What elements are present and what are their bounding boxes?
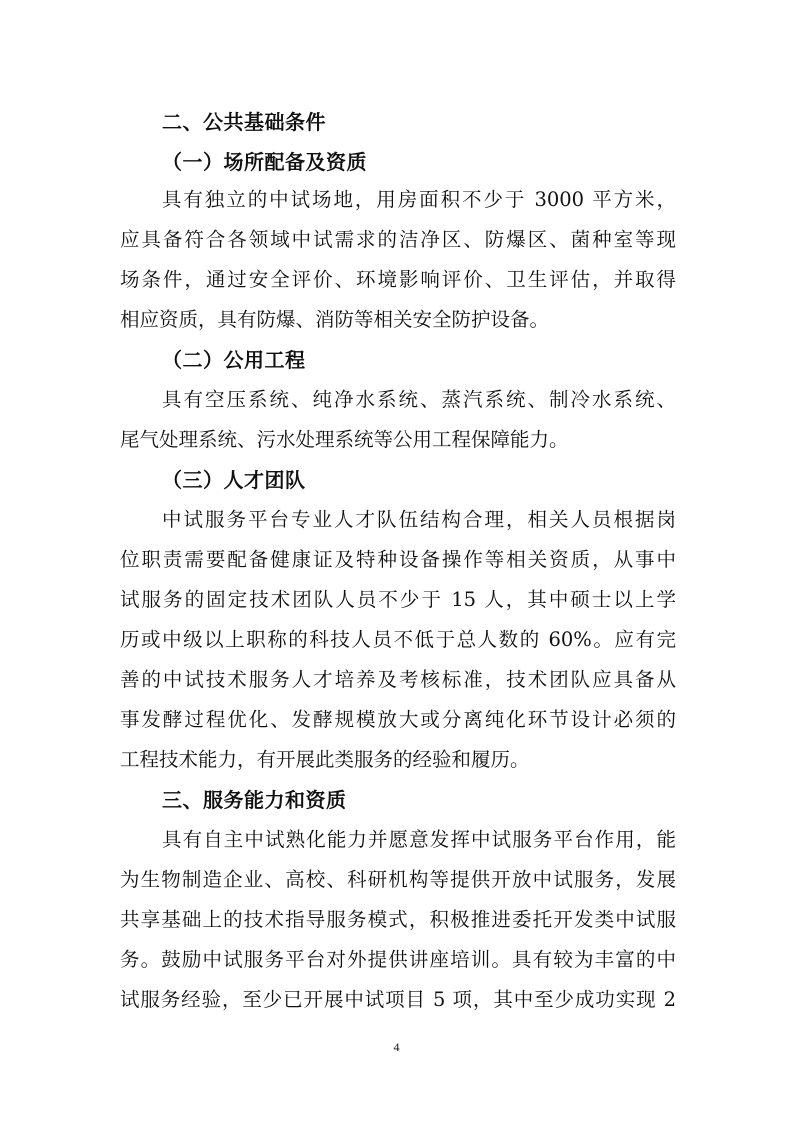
- paragraph-line: 具有空压系统、纯净水系统、蒸汽系统、制冷水系统、: [162, 388, 676, 411]
- paragraph-line: 历或中级以上职称的科技人员不低于总人数的 60%。应有完: [120, 628, 676, 651]
- paragraph-line: 共享基础上的技术指导服务模式，积极推进委托开发类中试服: [120, 908, 676, 931]
- paragraph-line: 务。鼓励中试服务平台对外提供讲座培训。具有较为丰富的中: [120, 948, 676, 971]
- paragraph-line: 为生物制造企业、高校、科研机构等提供开放中试服务，发展: [120, 868, 676, 891]
- subsection-title-utilities: （二）公用工程: [162, 348, 306, 372]
- page-number: 4: [393, 1040, 400, 1054]
- paragraph-line: 具有独立的中试场地，用房面积不少于 3000 平方米，: [162, 188, 676, 211]
- paragraph-line: 试服务的固定技术团队人员不少于 15 人，其中硕士以上学: [120, 588, 676, 611]
- subsection-title-venue: （一）场所配备及资质: [162, 150, 367, 174]
- paragraph-line: 尾气处理系统、污水处理系统等公用工程保障能力。: [120, 428, 569, 451]
- section-title-service-capability: 三、服务能力和资质: [162, 788, 347, 812]
- paragraph-line: 位职责需要配备健康证及特种设备操作等相关资质，从事中: [120, 548, 676, 571]
- paragraph-line: 事发酵过程优化、发酵规模放大或分离纯化环节设计必须的: [120, 708, 676, 731]
- paragraph-line: 具有自主中试熟化能力并愿意发挥中试服务平台作用，能: [162, 828, 676, 851]
- paragraph-line: 善的中试技术服务人才培养及考核标准，技术团队应具备从: [120, 668, 676, 691]
- paragraph-line: 工程技术能力，有开展此类服务的经验和履历。: [120, 748, 530, 771]
- section-title-public-infrastructure: 二、公共基础条件: [162, 110, 326, 134]
- paragraph-line: 试服务经验，至少已开展中试项目 5 项，其中至少成功实现 2: [120, 988, 676, 1011]
- paragraph-line: 相应资质，具有防爆、消防等相关安全防护设备。: [120, 308, 550, 331]
- subsection-title-talent-team: （三）人才团队: [162, 468, 306, 492]
- paragraph-line: 场条件，通过安全评价、环境影响评价、卫生评估，并取得: [120, 268, 676, 291]
- paragraph-line: 应具备符合各领域中试需求的洁净区、防爆区、菌种室等现: [120, 228, 676, 251]
- paragraph-line: 中试服务平台专业人才队伍结构合理，相关人员根据岗: [162, 508, 676, 531]
